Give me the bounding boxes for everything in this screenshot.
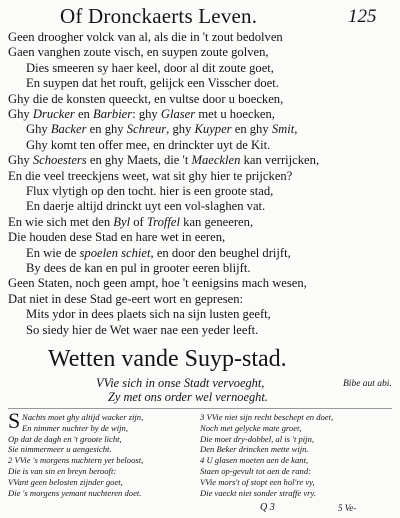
rule-line: Staen op-gevult tot aen de rand:	[200, 466, 311, 476]
line-text: Ghy	[8, 153, 33, 168]
drop-cap: S	[8, 408, 21, 433]
line-text: Geen Staten, noch geen ampt, hoe 't eenigsins mach wesen,	[8, 276, 307, 291]
poem-line	[26, 138, 270, 152]
line-text: , ghy	[166, 122, 195, 137]
italic-word: Backer	[50, 122, 87, 137]
line-text: Ghy	[8, 107, 33, 121]
line-text: By dees de kan en pul in grooter eeren blijft.	[26, 261, 251, 275]
poem-line	[8, 153, 319, 167]
poem-line	[8, 215, 253, 229]
rule-line: 2 VVie 's morgens nuchtern yet beloost,	[8, 455, 144, 466]
signature-mark: Q 3	[260, 502, 275, 513]
line-text: Gaen vanghen zoute visch, en suypen zoute golven,	[8, 45, 269, 60]
poem-line	[26, 323, 258, 337]
rule-line: Sie nimmermeer u aengesicht.	[8, 444, 112, 455]
rule-line: Den Beker drincken mette wijn.	[200, 444, 309, 455]
section-subtitle-line: VVie sich in onse Stadt vervoeght,	[96, 376, 265, 390]
line-text: En wie sich met den	[8, 214, 114, 229]
line-text: Dat niet in dese Stad ge-eert wort en gepresen:	[8, 291, 243, 306]
rule-line: VVant geen belosten zijnder goet,	[8, 476, 123, 487]
italic-word: Schoesters	[32, 153, 87, 168]
italic-word: Troffel	[146, 214, 181, 229]
line-text: En daerje altijd drinckt uyt een vol-slaghen vat.	[26, 199, 266, 214]
section-subtitle-line: Zy met ons order wel vernoeght.	[108, 390, 268, 404]
rule-line: 4 U glasen moeten aen de kant,	[200, 455, 309, 466]
italic-word: Kuyper	[194, 122, 232, 137]
poem-line	[26, 61, 274, 75]
line-text: Flux vlytigh op den tocht. hier is een groote stad,	[26, 184, 274, 198]
rule-line: Die is van sin en breyn berooft:	[8, 466, 117, 476]
line-text: en ghy Maets, die 't	[86, 153, 192, 168]
line-text: Ghy	[26, 122, 51, 137]
rule-line: VVie mors't of stopt een hol're vy,	[200, 476, 315, 487]
rule-line: 3 VVie niet sijn recht beschept en doet,	[200, 412, 334, 422]
line-text: en	[74, 107, 93, 121]
line-text: Ghy komt ten offer mee, en drinckter uyt de Kit.	[26, 137, 271, 152]
poem-line	[26, 122, 297, 136]
poem-line	[26, 246, 291, 260]
poem-line	[26, 76, 279, 90]
poem-line	[8, 292, 243, 306]
line-text: So siedy hier de Wet waer nae een yeder leeft.	[26, 322, 259, 337]
rule-line: Op dat de dagh en 't groote licht,	[8, 433, 122, 444]
poem-line	[8, 169, 292, 183]
poem-line	[8, 276, 307, 290]
line-text: Ghy die de konsten queeckt, en vultse door u boecken,	[8, 91, 284, 106]
catchword: 5 Ve-	[338, 503, 357, 513]
rule-line: Noch met gelycke mate groet,	[200, 422, 302, 433]
line-text: Geen droogher volck van al, als die in 't zout bedolven	[8, 30, 283, 44]
italic-word: Schreur	[126, 122, 167, 137]
poem-line	[26, 307, 271, 321]
line-text: Die houden dese Stad en hare wet in eeren,	[8, 230, 226, 245]
line-text: en ghy	[86, 122, 127, 137]
poem-line	[26, 184, 273, 198]
line-text: Mits ydor in dees plaets sich na sijn lusten geeft,	[26, 307, 271, 322]
line-text: ,	[294, 122, 298, 137]
italic-word: Maecklen	[191, 153, 241, 168]
line-text: of	[130, 214, 147, 229]
poem-line	[8, 45, 269, 59]
poem-line	[8, 107, 275, 121]
italic-word: Barbier	[93, 107, 133, 121]
poem-line	[8, 230, 225, 244]
rule-line: Die 's morgens yemant nuchteren doet.	[8, 487, 142, 498]
line-text: kan geneeren,	[180, 214, 254, 229]
italic-word: Smit	[271, 122, 295, 137]
running-head-title: Of Dronckaerts Leven.	[60, 4, 258, 28]
line-text: met u hoecken,	[195, 107, 275, 121]
rule-line: En nimmer nuchter by de wijn,	[22, 422, 128, 433]
poem-line	[8, 92, 283, 106]
line-text: En suypen dat het rouft, gelijck een Visscher doet.	[26, 76, 279, 91]
running-head	[0, 4, 400, 30]
line-text: En wie de	[26, 245, 80, 260]
italic-word: Glaser	[160, 107, 196, 121]
divider	[8, 408, 392, 409]
italic-word: spoelen schiet	[79, 245, 151, 260]
line-text: , en door den beughel drijft,	[150, 245, 291, 260]
line-text: kan verrijcken,	[240, 153, 320, 168]
page-number: 125	[348, 6, 377, 27]
rule-line: Nachts moet ghy altijd wacker zijn,	[22, 412, 144, 422]
poem-line	[8, 30, 283, 44]
italic-word: Byl	[113, 214, 131, 229]
italic-word: Drucker	[32, 107, 75, 121]
line-text: : ghy	[132, 107, 161, 121]
poem-line	[26, 261, 251, 275]
section-heading: Wetten vande Suyp-stad.	[48, 346, 287, 372]
line-text: Dies smeeren sy haer keel, door al dit zoute goet,	[26, 60, 274, 75]
rule-line: Die moet dry-dobbel, al is 't pijn,	[200, 433, 315, 444]
line-text: en ghy	[231, 122, 272, 137]
line-text: En die veel treeckjens weet, wat sit ghy hier te prijcken?	[8, 168, 293, 183]
poem-line	[26, 199, 265, 213]
marginal-note: Bibe aut abi.	[343, 379, 392, 389]
rule-line: Die vaeckt niet sonder straffe vry.	[200, 487, 316, 498]
